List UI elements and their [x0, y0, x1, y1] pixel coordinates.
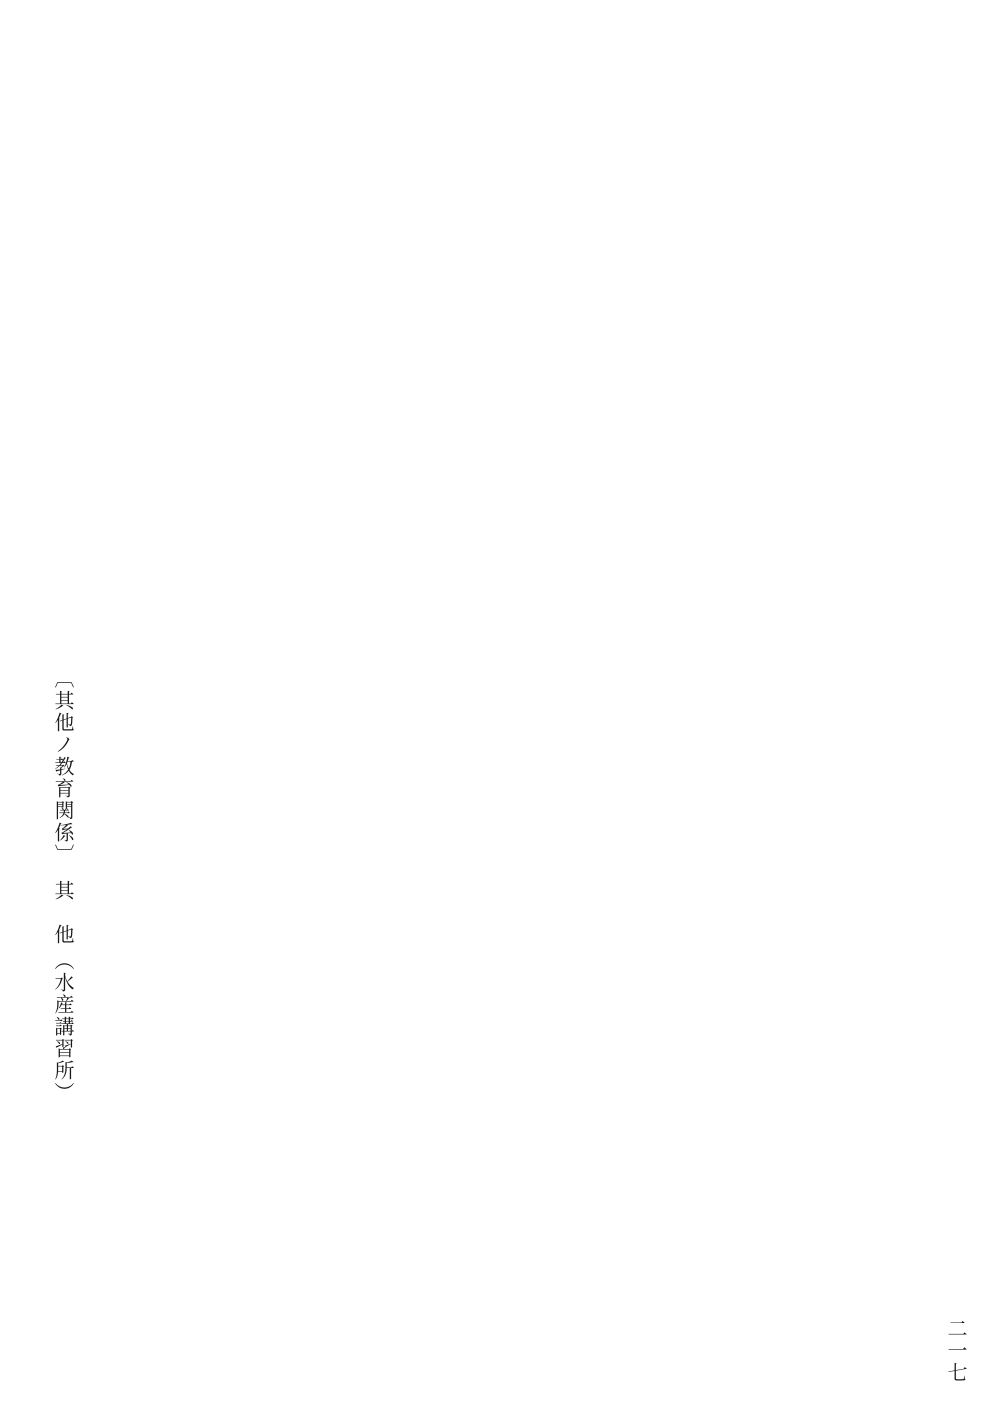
footer-category: 〔其他ノ教育関係〕: [51, 668, 75, 866]
footer-middle: 其 他: [51, 880, 75, 946]
page-number: 二一七: [944, 1318, 968, 1384]
footer-section: （水産講習所）: [51, 950, 75, 1104]
